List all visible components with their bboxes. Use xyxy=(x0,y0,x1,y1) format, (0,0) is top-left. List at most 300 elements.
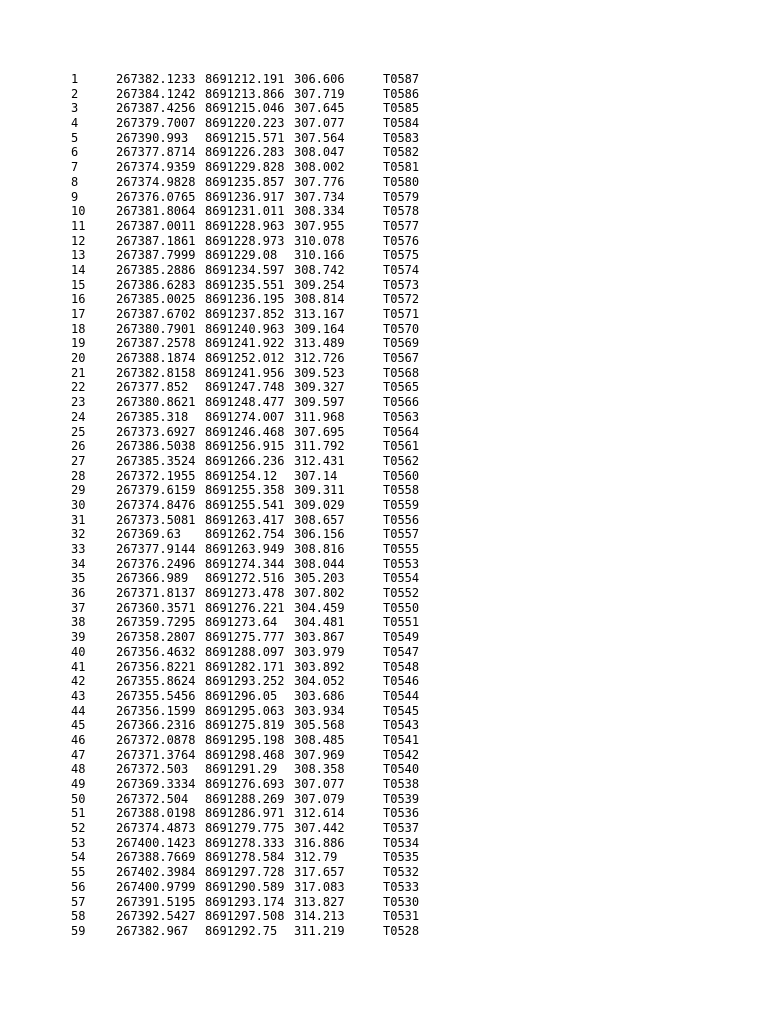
elevation-value: 310.166 xyxy=(294,248,345,263)
easting-value: 267356.8221 xyxy=(116,659,196,674)
elevation-value: 307.695 xyxy=(294,424,345,439)
northing-value: 8691262.754 xyxy=(205,527,285,542)
northing-value: 8691237.852 xyxy=(205,307,285,321)
easting-value: 267388.7669 xyxy=(116,850,196,865)
elevation-value: 305.203 xyxy=(294,571,345,586)
point-id: T0544 xyxy=(383,688,420,703)
easting-value: 267382.8158 xyxy=(116,365,196,380)
point-id: T0582 xyxy=(383,145,420,160)
point-id: T0569 xyxy=(383,336,420,351)
row-number: 3 xyxy=(71,101,79,116)
table-row xyxy=(0,674,768,689)
row-number: 26 xyxy=(71,439,86,454)
elevation-value: 306.606 xyxy=(294,72,345,86)
elevation-value: 307.14 xyxy=(294,468,338,483)
elevation-value: 309.254 xyxy=(294,277,345,292)
easting-value: 267371.8137 xyxy=(116,586,196,601)
table-row xyxy=(0,850,768,865)
northing-value: 8691293.174 xyxy=(205,894,285,909)
point-id: T0546 xyxy=(383,674,420,689)
northing-value: 8691278.333 xyxy=(205,835,285,850)
elevation-value: 303.867 xyxy=(294,630,345,645)
point-id: T0562 xyxy=(383,453,420,468)
point-id: T0566 xyxy=(383,395,420,410)
row-number: 56 xyxy=(71,879,86,894)
easting-value: 267385.318 xyxy=(116,409,189,424)
table-row xyxy=(0,924,768,939)
point-id: T0557 xyxy=(383,527,420,542)
easting-value: 267386.5038 xyxy=(116,439,196,454)
row-number: 38 xyxy=(71,615,86,630)
northing-value: 8691256.915 xyxy=(205,439,285,454)
point-id: T0540 xyxy=(383,762,420,777)
point-id: T0528 xyxy=(383,923,420,938)
easting-value: 267359.7295 xyxy=(116,615,196,630)
row-number: 19 xyxy=(71,336,86,351)
elevation-value: 310.078 xyxy=(294,233,345,248)
table-row xyxy=(0,190,768,205)
easting-value: 267366.2316 xyxy=(116,718,196,733)
easting-value: 267380.8621 xyxy=(116,395,196,410)
northing-value: 8691275.819 xyxy=(205,718,285,733)
easting-value: 267385.2886 xyxy=(116,262,196,277)
point-id: T0577 xyxy=(383,218,420,233)
easting-value: 267385.0025 xyxy=(116,292,196,307)
row-number: 53 xyxy=(71,835,86,850)
point-id: T0538 xyxy=(383,777,420,791)
table-row xyxy=(0,557,768,572)
point-id: T0576 xyxy=(383,233,420,248)
table-row xyxy=(0,880,768,895)
table-row xyxy=(0,234,768,249)
northing-value: 8691282.171 xyxy=(205,659,285,674)
table-row xyxy=(0,410,768,425)
northing-value: 8691295.063 xyxy=(205,703,285,718)
easting-value: 267377.8714 xyxy=(116,145,196,160)
easting-value: 267356.4632 xyxy=(116,644,196,659)
easting-value: 267371.3764 xyxy=(116,747,196,762)
table-row xyxy=(0,689,768,704)
elevation-value: 307.776 xyxy=(294,174,345,189)
table-row xyxy=(0,762,768,777)
table-row xyxy=(0,865,768,880)
easting-value: 267387.0011 xyxy=(116,218,196,233)
northing-value: 8691274.007 xyxy=(205,409,285,424)
elevation-value: 317.083 xyxy=(294,879,345,894)
easting-value: 267374.8476 xyxy=(116,497,196,512)
row-number: 51 xyxy=(71,806,86,821)
table-row xyxy=(0,615,768,630)
easting-value: 267376.2496 xyxy=(116,556,196,571)
easting-value: 267355.8624 xyxy=(116,674,196,689)
northing-value: 8691215.571 xyxy=(205,130,285,145)
easting-value: 267385.3524 xyxy=(116,453,196,468)
point-id: T0542 xyxy=(383,747,420,762)
elevation-value: 313.827 xyxy=(294,894,345,909)
easting-value: 267387.2578 xyxy=(116,336,196,351)
point-id: T0572 xyxy=(383,292,420,307)
elevation-value: 303.934 xyxy=(294,703,345,718)
point-id: T0568 xyxy=(383,365,420,380)
elevation-value: 309.327 xyxy=(294,380,345,395)
row-number: 59 xyxy=(71,923,86,938)
easting-value: 267400.1423 xyxy=(116,835,196,850)
table-row xyxy=(0,248,768,263)
northing-value: 8691246.468 xyxy=(205,424,285,439)
table-row xyxy=(0,601,768,616)
elevation-value: 303.979 xyxy=(294,644,345,659)
elevation-value: 308.358 xyxy=(294,762,345,777)
row-number: 17 xyxy=(71,307,86,321)
table-row xyxy=(0,454,768,469)
northing-value: 8691293.252 xyxy=(205,674,285,689)
easting-value: 267387.4256 xyxy=(116,101,196,116)
point-id: T0559 xyxy=(383,497,420,512)
table-row xyxy=(0,895,768,910)
elevation-value: 307.442 xyxy=(294,821,345,836)
elevation-value: 307.734 xyxy=(294,189,345,204)
easting-value: 267358.2807 xyxy=(116,630,196,645)
row-number: 11 xyxy=(71,218,86,233)
point-id: T0545 xyxy=(383,703,420,718)
elevation-value: 307.955 xyxy=(294,218,345,233)
row-number: 34 xyxy=(71,556,86,571)
row-number: 1 xyxy=(71,72,79,86)
easting-value: 267402.3984 xyxy=(116,865,196,880)
point-id: T0565 xyxy=(383,380,420,395)
row-number: 27 xyxy=(71,453,86,468)
easting-value: 267366.989 xyxy=(116,571,189,586)
row-number: 2 xyxy=(71,86,79,101)
elevation-value: 308.485 xyxy=(294,732,345,747)
northing-value: 8691276.693 xyxy=(205,777,285,791)
easting-value: 267379.6159 xyxy=(116,483,196,498)
point-id: T0553 xyxy=(383,556,420,571)
northing-value: 8691231.011 xyxy=(205,204,285,219)
table-row xyxy=(0,733,768,748)
table-row xyxy=(0,307,768,322)
row-number: 7 xyxy=(71,160,79,175)
row-number: 30 xyxy=(71,497,86,512)
table-row xyxy=(0,336,768,351)
easting-value: 267374.9359 xyxy=(116,160,196,175)
row-number: 54 xyxy=(71,850,86,865)
row-number: 10 xyxy=(71,204,86,219)
point-id: T0552 xyxy=(383,586,420,601)
table-row xyxy=(0,204,768,219)
point-id: T0575 xyxy=(383,248,420,263)
point-id: T0567 xyxy=(383,351,420,366)
northing-value: 8691240.963 xyxy=(205,321,285,336)
row-number: 12 xyxy=(71,233,86,248)
northing-value: 8691252.012 xyxy=(205,351,285,366)
point-id: T0543 xyxy=(383,718,420,733)
elevation-value: 316.886 xyxy=(294,835,345,850)
northing-value: 8691273.64 xyxy=(205,615,278,630)
point-id: T0573 xyxy=(383,277,420,292)
easting-value: 267360.3571 xyxy=(116,600,196,615)
row-number: 55 xyxy=(71,865,86,880)
northing-value: 8691291.29 xyxy=(205,762,278,777)
elevation-value: 311.219 xyxy=(294,923,345,938)
easting-value: 267382.1233 xyxy=(116,72,196,86)
row-number: 13 xyxy=(71,248,86,263)
northing-value: 8691288.269 xyxy=(205,791,285,806)
table-row xyxy=(0,278,768,293)
row-number: 23 xyxy=(71,395,86,410)
easting-value: 267372.0878 xyxy=(116,732,196,747)
table-row xyxy=(0,792,768,807)
easting-value: 267372.503 xyxy=(116,762,189,777)
elevation-value: 304.052 xyxy=(294,674,345,689)
northing-value: 8691276.221 xyxy=(205,600,285,615)
easting-value: 267356.1599 xyxy=(116,703,196,718)
northing-value: 8691229.828 xyxy=(205,160,285,175)
row-number: 22 xyxy=(71,380,86,395)
row-number: 15 xyxy=(71,277,86,292)
northing-value: 8691286.971 xyxy=(205,806,285,821)
northing-value: 8691241.956 xyxy=(205,365,285,380)
northing-value: 8691263.417 xyxy=(205,512,285,527)
table-row xyxy=(0,660,768,675)
table-row xyxy=(0,351,768,366)
elevation-value: 308.044 xyxy=(294,556,345,571)
coordinate-table xyxy=(0,72,768,939)
table-row xyxy=(0,439,768,454)
easting-value: 267372.504 xyxy=(116,791,189,806)
northing-value: 8691236.917 xyxy=(205,189,285,204)
point-id: T0536 xyxy=(383,806,420,821)
table-row xyxy=(0,748,768,763)
table-row xyxy=(0,586,768,601)
easting-value: 267374.4873 xyxy=(116,821,196,836)
row-number: 33 xyxy=(71,542,86,556)
table-row xyxy=(0,395,768,410)
point-id: T0535 xyxy=(383,850,420,865)
northing-value: 8691212.191 xyxy=(205,72,285,86)
point-id: T0537 xyxy=(383,821,420,836)
northing-value: 8691228.963 xyxy=(205,218,285,233)
easting-value: 267369.63 xyxy=(116,527,182,542)
row-number: 57 xyxy=(71,894,86,909)
easting-value: 267369.3334 xyxy=(116,777,196,791)
row-number: 21 xyxy=(71,365,86,380)
northing-value: 8691266.236 xyxy=(205,453,285,468)
elevation-value: 307.719 xyxy=(294,86,345,101)
easting-value: 267392.5427 xyxy=(116,909,196,924)
northing-value: 8691236.195 xyxy=(205,292,285,307)
easting-value: 267387.1861 xyxy=(116,233,196,248)
point-id: T0570 xyxy=(383,321,420,336)
easting-value: 267384.1242 xyxy=(116,86,196,101)
table-row xyxy=(0,483,768,498)
table-row xyxy=(0,542,768,557)
point-id: T0531 xyxy=(383,909,420,924)
table-row xyxy=(0,836,768,851)
northing-value: 8691213.866 xyxy=(205,86,285,101)
row-number: 6 xyxy=(71,145,79,160)
point-id: T0580 xyxy=(383,174,420,189)
table-row xyxy=(0,72,768,87)
row-number: 43 xyxy=(71,688,86,703)
elevation-value: 303.686 xyxy=(294,688,345,703)
elevation-value: 307.969 xyxy=(294,747,345,762)
point-id: T0534 xyxy=(383,835,420,850)
elevation-value: 308.816 xyxy=(294,542,345,556)
row-number: 50 xyxy=(71,791,86,806)
row-number: 46 xyxy=(71,732,86,747)
easting-value: 267387.6702 xyxy=(116,307,196,321)
northing-value: 8691296.05 xyxy=(205,688,278,703)
easting-value: 267388.0198 xyxy=(116,806,196,821)
elevation-value: 304.481 xyxy=(294,615,345,630)
elevation-value: 307.077 xyxy=(294,116,345,131)
easting-value: 267387.7999 xyxy=(116,248,196,263)
row-number: 31 xyxy=(71,512,86,527)
easting-value: 267373.5081 xyxy=(116,512,196,527)
elevation-value: 306.156 xyxy=(294,527,345,542)
northing-value: 8691288.097 xyxy=(205,644,285,659)
row-number: 24 xyxy=(71,409,86,424)
row-number: 8 xyxy=(71,174,79,189)
elevation-value: 308.742 xyxy=(294,262,345,277)
elevation-value: 311.968 xyxy=(294,409,345,424)
row-number: 39 xyxy=(71,630,86,645)
table-row xyxy=(0,821,768,836)
easting-value: 267381.8064 xyxy=(116,204,196,219)
northing-value: 8691226.283 xyxy=(205,145,285,160)
elevation-value: 303.892 xyxy=(294,659,345,674)
point-id: T0547 xyxy=(383,644,420,659)
point-id: T0571 xyxy=(383,307,420,321)
northing-value: 8691295.198 xyxy=(205,732,285,747)
elevation-value: 309.523 xyxy=(294,365,345,380)
table-row xyxy=(0,116,768,131)
northing-value: 8691254.12 xyxy=(205,468,278,483)
northing-value: 8691298.468 xyxy=(205,747,285,762)
table-row xyxy=(0,87,768,102)
northing-value: 8691274.344 xyxy=(205,556,285,571)
elevation-value: 308.047 xyxy=(294,145,345,160)
table-row xyxy=(0,366,768,381)
northing-value: 8691292.75 xyxy=(205,923,278,938)
table-row xyxy=(0,806,768,821)
easting-value: 267390.993 xyxy=(116,130,189,145)
northing-value: 8691290.589 xyxy=(205,879,285,894)
point-id: T0551 xyxy=(383,615,420,630)
easting-value: 267379.7007 xyxy=(116,116,196,131)
table-row xyxy=(0,380,768,395)
table-row xyxy=(0,718,768,733)
elevation-value: 309.029 xyxy=(294,497,345,512)
elevation-value: 309.597 xyxy=(294,395,345,410)
northing-value: 8691255.358 xyxy=(205,483,285,498)
northing-value: 8691297.728 xyxy=(205,865,285,880)
table-row xyxy=(0,131,768,146)
row-number: 29 xyxy=(71,483,86,498)
row-number: 45 xyxy=(71,718,86,733)
table-row xyxy=(0,219,768,234)
elevation-value: 312.79 xyxy=(294,850,338,865)
table-row xyxy=(0,909,768,924)
elevation-value: 312.614 xyxy=(294,806,345,821)
northing-value: 8691279.775 xyxy=(205,821,285,836)
northing-value: 8691229.08 xyxy=(205,248,278,263)
northing-value: 8691273.478 xyxy=(205,586,285,601)
elevation-value: 307.802 xyxy=(294,586,345,601)
row-number: 41 xyxy=(71,659,86,674)
northing-value: 8691247.748 xyxy=(205,380,285,395)
elevation-value: 309.164 xyxy=(294,321,345,336)
table-row xyxy=(0,645,768,660)
elevation-value: 307.077 xyxy=(294,777,345,791)
northing-value: 8691241.922 xyxy=(205,336,285,351)
row-number: 49 xyxy=(71,777,86,791)
point-id: T0587 xyxy=(383,72,420,86)
northing-value: 8691234.597 xyxy=(205,262,285,277)
point-id: T0548 xyxy=(383,659,420,674)
table-row xyxy=(0,101,768,116)
elevation-value: 313.167 xyxy=(294,307,345,321)
elevation-value: 308.334 xyxy=(294,204,345,219)
row-number: 40 xyxy=(71,644,86,659)
row-number: 4 xyxy=(71,116,79,131)
row-number: 37 xyxy=(71,600,86,615)
point-id: T0578 xyxy=(383,204,420,219)
point-id: T0550 xyxy=(383,600,420,615)
elevation-value: 309.311 xyxy=(294,483,345,498)
easting-value: 267391.5195 xyxy=(116,894,196,909)
table-row xyxy=(0,425,768,440)
point-id: T0564 xyxy=(383,424,420,439)
table-row xyxy=(0,498,768,513)
northing-value: 8691215.046 xyxy=(205,101,285,116)
easting-value: 267382.967 xyxy=(116,923,189,938)
point-id: T0561 xyxy=(383,439,420,454)
easting-value: 267388.1874 xyxy=(116,351,196,366)
easting-value: 267355.5456 xyxy=(116,688,196,703)
table-row xyxy=(0,527,768,542)
northing-value: 8691220.223 xyxy=(205,116,285,131)
point-id: T0533 xyxy=(383,879,420,894)
elevation-value: 312.431 xyxy=(294,453,345,468)
point-id: T0532 xyxy=(383,865,420,880)
northing-value: 8691272.516 xyxy=(205,571,285,586)
elevation-value: 308.002 xyxy=(294,160,345,175)
table-row xyxy=(0,322,768,337)
point-id: T0585 xyxy=(383,101,420,116)
easting-value: 267377.852 xyxy=(116,380,189,395)
easting-value: 267377.9144 xyxy=(116,542,196,556)
point-id: T0555 xyxy=(383,542,420,556)
table-row xyxy=(0,175,768,190)
point-id: T0549 xyxy=(383,630,420,645)
elevation-value: 307.564 xyxy=(294,130,345,145)
row-number: 35 xyxy=(71,571,86,586)
elevation-value: 307.079 xyxy=(294,791,345,806)
northing-value: 8691275.777 xyxy=(205,630,285,645)
point-id: T0586 xyxy=(383,86,420,101)
row-number: 9 xyxy=(71,189,79,204)
table-row xyxy=(0,292,768,307)
elevation-value: 317.657 xyxy=(294,865,345,880)
easting-value: 267400.9799 xyxy=(116,879,196,894)
row-number: 28 xyxy=(71,468,86,483)
easting-value: 267386.6283 xyxy=(116,277,196,292)
easting-value: 267376.0765 xyxy=(116,189,196,204)
point-id: T0563 xyxy=(383,409,420,424)
row-number: 32 xyxy=(71,527,86,542)
